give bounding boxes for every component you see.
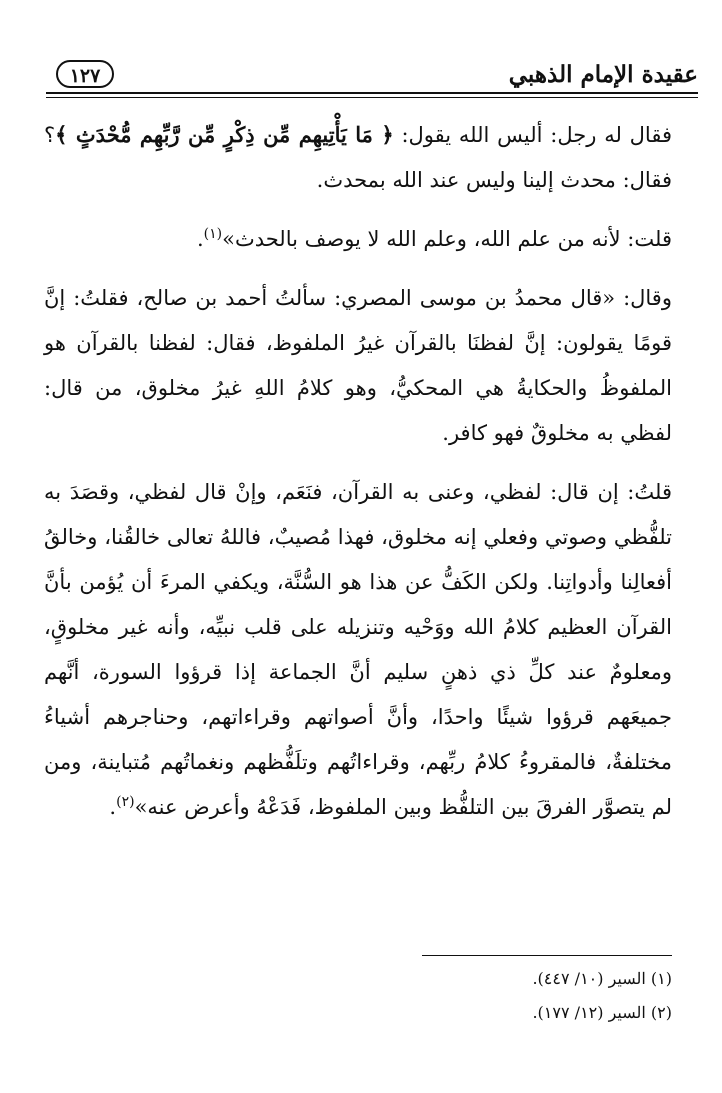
paragraph-1-text-a: فقال له رجل: أليس الله يقول:	[393, 123, 672, 147]
footnotes	[52, 962, 672, 1030]
paragraph-1	[44, 112, 672, 203]
page-header	[46, 58, 698, 98]
running-title: عقيدة الإمام الذهبي	[508, 61, 698, 88]
paragraph-4-text: قلتُ: إن قال: لفظي، وعنى به القرآن، فنَعَم، وإنْ قال لفظي، وقصَدَ به تلفُّظي وصوتي وفعلي إنه مخلوق، فهذا مُصيبٌ، فاللهُ تعالى خالقُنا، وخالقُ أفعالِنا وأدواتِنا. ولكن الكَفُّ عن هذا هو السُّنَّة، ويكفي المرءَ أن يُؤمن بأنَّ القرآن العظيم كلامُ الله ووَحْيه وتنزيله على قلب نبيِّه، وأنه غير مخلوقٍ، ومعلومٌ عند كلِّ ذي ذهنٍ سليم أنَّ الجماعة إذا قرؤوا السورة، أنَّهم جميعَهم قرؤوا شيئًا واحدًا، وأنَّ أصواتهم وقراءاتهم، وحناجرهم أشياءُ مختلفةٌ، فالمقروءُ كلامُ ربِّهم، وقراءاتُهم وتلَفُّظهم ونغماتُهم مُتباينة، ومن لم يتصوَّر الفرقَ بين التلفُّظ وبين الملفوظ، فَدَعْهُ وأعرض عنه»	[44, 480, 672, 819]
page-number-badge: ١٢٧	[56, 60, 114, 88]
header-rule-thick	[46, 92, 698, 94]
footnote-2: (٢) السير (١٢/ ١٧٧).	[532, 1003, 672, 1022]
paragraph-4	[44, 470, 672, 830]
paragraph-2-text: قلت: لأنه من علم الله، وعلم الله لا يوصف بالحدث»	[222, 227, 672, 251]
header-rule-thin	[46, 97, 698, 98]
footnote-divider	[422, 955, 672, 956]
footnote-1: (١) السير (١٠/ ٤٤٧).	[532, 969, 672, 988]
quran-verse: ﴿ مَا يَأْتِيهِم مِّن ذِكْرٍ مِّن رَّبِّهِم مُّحْدَثٍ ﴾	[55, 122, 394, 147]
main-text	[44, 112, 672, 844]
paragraph-3-text: وقال: «قال محمدُ بن موسى المصري: سألتُ أحمد بن صالح، فقلتُ: إنَّ قومًا يقولون: إنَّ لفظنَا بالقرآن غيرُ الملفوظ، فقال: لفظنا بالقرآن هو الملفوظُ والحكايةُ هي المحكيُّ، وهو كلامُ اللهِ غيرُ مخلوق، من قال: لفظي به مخلوقٌ فهو كافر.	[44, 286, 672, 445]
paragraph-4-end: .	[109, 795, 117, 819]
paragraph-3	[44, 276, 672, 456]
footnote-ref-1: (١)	[203, 226, 223, 242]
paragraph-1-text-b: ؟ فقال: محدث إلينا وليس عند الله بمحدث.	[44, 123, 672, 192]
footnote-ref-2: (٢)	[116, 794, 135, 810]
paragraph-2-end: .	[196, 227, 204, 251]
paragraph-2	[44, 217, 672, 262]
